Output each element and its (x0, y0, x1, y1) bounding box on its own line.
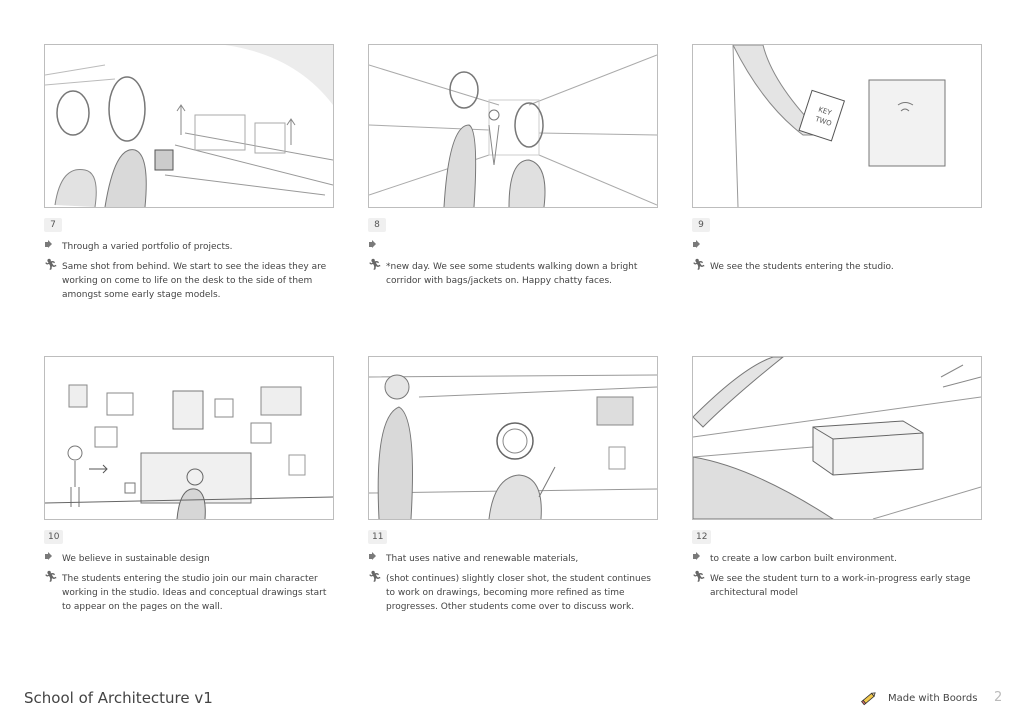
action-text: *new day. We see some students walking down a bright corridor with bags/jackets on. Happy chatty faces. (386, 262, 638, 286)
speaker-icon (44, 552, 62, 564)
running-figure-icon: 🏃︎ (368, 570, 382, 583)
action-text: We see the student turn to a work-in-progress early stage architectural model (710, 574, 971, 598)
panel-number: 11 (368, 530, 387, 544)
audio-row (692, 240, 982, 252)
running-figure-icon: 🏃︎ (368, 258, 382, 271)
sketch-image (369, 45, 657, 207)
audio-row (368, 552, 658, 566)
sketch-image (45, 45, 333, 207)
running-figure-icon: 🏃︎ (44, 258, 58, 271)
panel-number: 8 (368, 218, 386, 232)
speaker-icon (692, 552, 710, 564)
sketch-image (45, 357, 333, 519)
running-figure-icon: 🏃︎ (44, 570, 58, 583)
svg-text:TWO: TWO (814, 115, 833, 128)
sketch-frame (368, 356, 658, 520)
sketch-frame (692, 44, 982, 208)
sketch-image (693, 45, 981, 207)
audio-text: That uses native and renewable materials, (386, 554, 579, 564)
running-figure-icon: 🏃︎ (692, 258, 706, 271)
svg-text:KEY: KEY (817, 105, 833, 118)
action-row (692, 572, 982, 600)
sketch-image (693, 357, 981, 519)
audio-row (368, 240, 658, 252)
panel-number: 12 (692, 530, 711, 544)
sketch-frame (44, 356, 334, 520)
action-text: We see the students entering the studio. (710, 262, 894, 272)
audio-text: We believe in sustainable design (62, 554, 210, 564)
pencil-icon (860, 689, 878, 707)
audio-text: Through a varied portfolio of projects. (62, 242, 233, 252)
action-row (692, 260, 982, 274)
action-text: The students entering the studio join our main character working in the studio. Ideas and conceptual drawings start to appear on the pages on the wall. (62, 574, 327, 612)
action-text: (shot continues) slightly closer shot, the student continues to work on drawings, becoming more refined as time progresses. Other students come over to discuss work. (386, 574, 651, 612)
audio-row (44, 552, 334, 566)
sketch-image (369, 357, 657, 519)
running-figure-icon: 🏃︎ (692, 570, 706, 583)
made-with-boords-link[interactable]: Made with Boords (888, 693, 978, 704)
panel-number: 10 (44, 530, 63, 544)
action-text: Same shot from behind. We start to see the ideas they are working on come to life on the desk to the side of them amongst some early stage models. (62, 262, 327, 300)
audio-row (44, 240, 334, 254)
sketch-frame (368, 44, 658, 208)
action-row (368, 260, 658, 288)
sketch-frame (44, 44, 334, 208)
sketch-frame (692, 356, 982, 520)
action-row (368, 572, 658, 614)
document-title: School of Architecture v1 (24, 689, 213, 707)
action-row (44, 572, 334, 614)
action-row (44, 260, 334, 302)
audio-text: to create a low carbon built environment. (710, 554, 897, 564)
panel-number: 7 (44, 218, 62, 232)
panel-number: 9 (692, 218, 710, 232)
speaker-icon (368, 240, 386, 252)
speaker-icon (44, 240, 62, 252)
page-number: 2 (994, 690, 1003, 705)
speaker-icon (368, 552, 386, 564)
speaker-icon (692, 240, 710, 252)
audio-row (692, 552, 982, 566)
